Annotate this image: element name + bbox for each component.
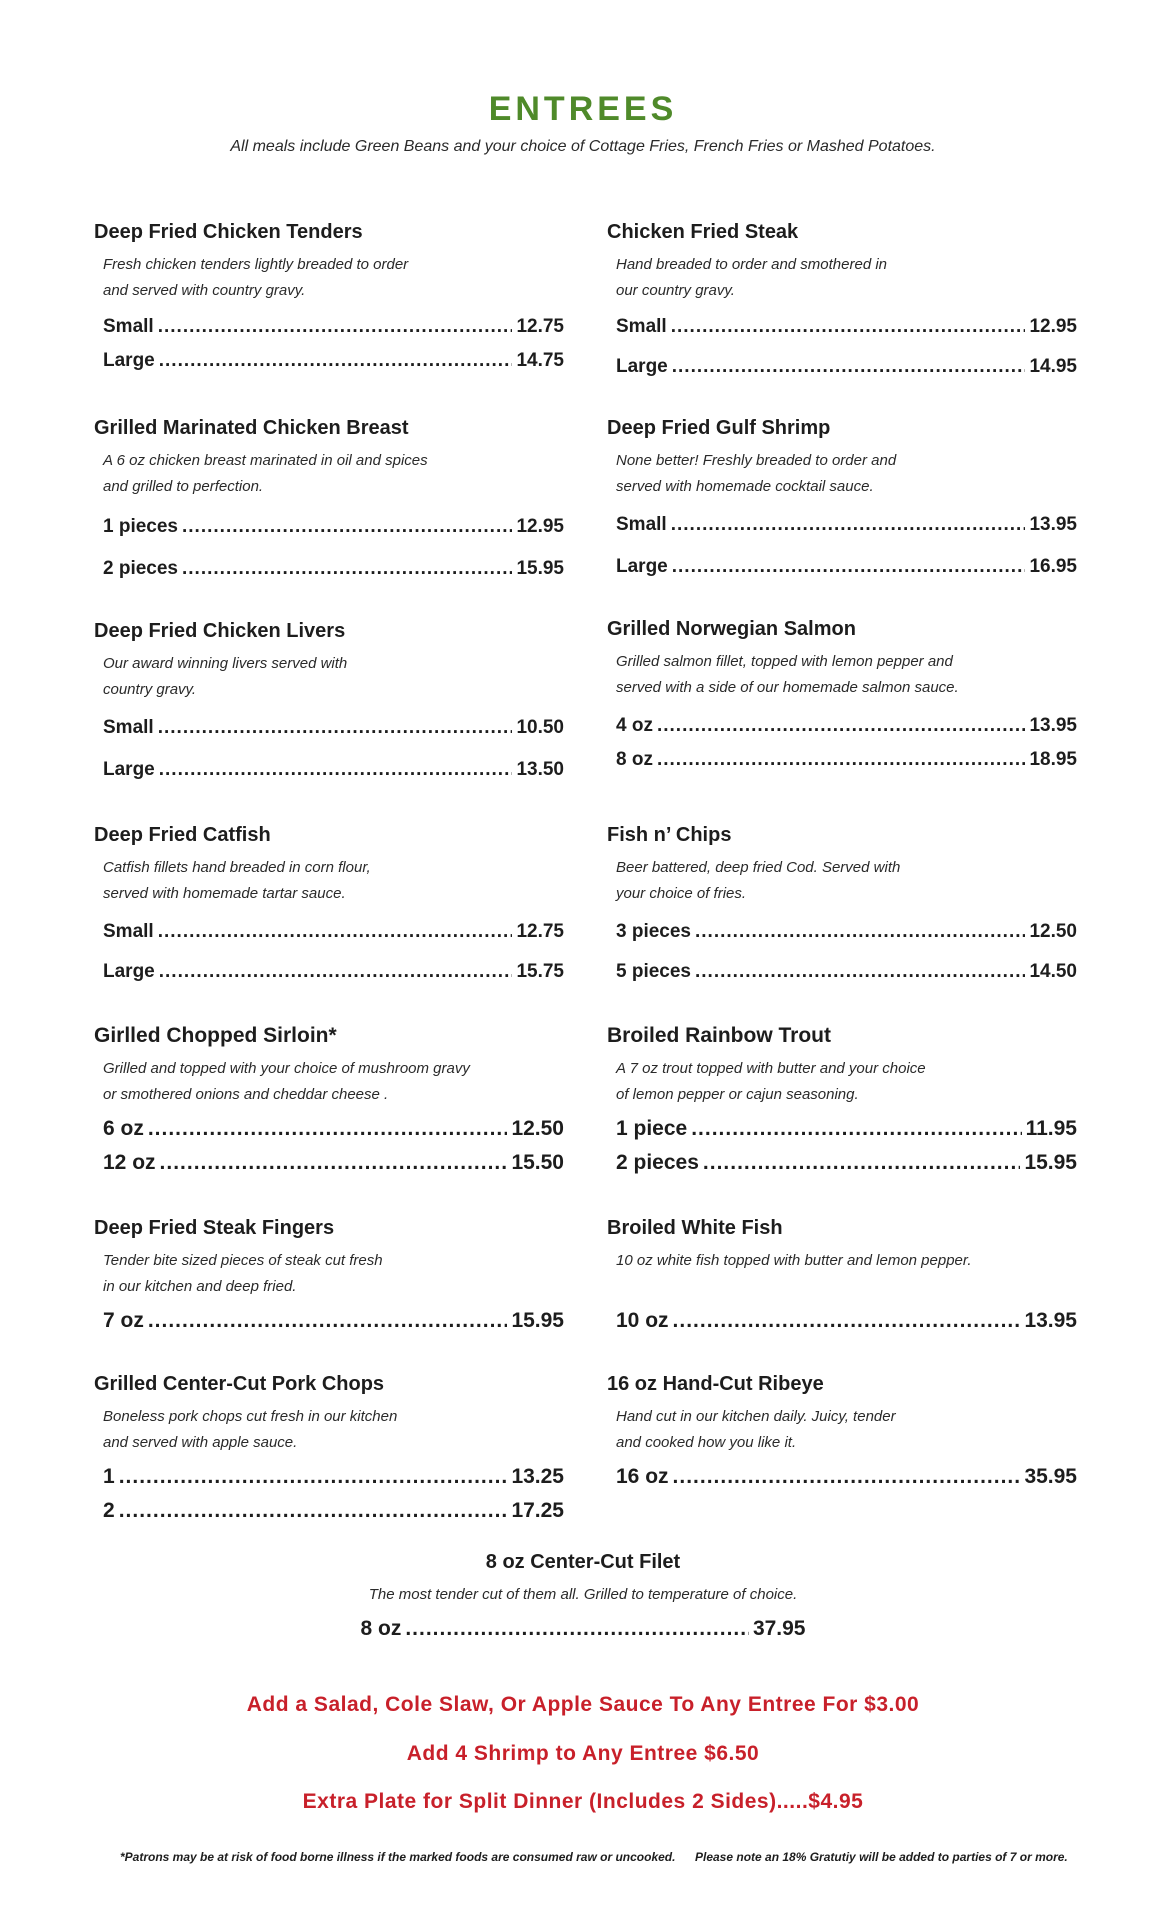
menu-item-chicken-livers xyxy=(94,617,564,787)
item-name: Chicken Fried Steak xyxy=(607,221,799,243)
price-row: 2 pieces ..... 15.95 xyxy=(103,552,564,586)
item-name: Grilled Norwegian Salmon xyxy=(607,618,856,640)
item-description: Hand breaded to order and smothered in our country gravy. xyxy=(616,256,888,299)
price-row: Small ..... 10.50 xyxy=(103,711,564,745)
price-row: 2 pieces ..... 15.95 xyxy=(616,1146,1077,1180)
item-name: Deep Fried Chicken Tenders xyxy=(94,221,363,243)
price-row: Small ..... 12.95 xyxy=(616,310,1077,344)
item-description: Our award winning livers served with country gravy. xyxy=(103,655,348,698)
item-description: Tender bite sized pieces of steak cut fresh in our kitchen and deep fried. xyxy=(103,1252,383,1295)
price-row: 10 oz ..... 13.95 xyxy=(616,1304,1077,1338)
item-description: A 7 oz trout topped with butter and your choice of lemon pepper or cajun seasoning. xyxy=(616,1060,926,1103)
menu-item-rainbow-trout xyxy=(607,1022,1077,1180)
menu-item-steak-fingers xyxy=(94,1214,564,1338)
price-row: 16 oz ..... 35.95 xyxy=(616,1460,1077,1494)
price-row: 8 oz ..... 37.95 xyxy=(361,1612,806,1646)
price-row: 6 oz ..... 12.50 xyxy=(103,1112,564,1146)
item-name: Deep Fried Chicken Livers xyxy=(94,620,346,642)
addon-shrimp-line: Add 4 Shrimp to Any Entree $6.50 xyxy=(406,1742,760,1765)
item-name: Fish n’ Chips xyxy=(607,824,732,846)
item-name: Deep Fried Gulf Shrimp xyxy=(607,417,831,439)
item-description: Grilled and topped with your choice of mushroom gravy or smothered onions and cheddar cheese . xyxy=(103,1060,470,1103)
menu-item-pork-chops xyxy=(94,1370,564,1528)
item-name: Grilled Marinated Chicken Breast xyxy=(94,417,409,439)
item-description: A 6 oz chicken breast marinated in oil and spices and grilled to perfection. xyxy=(103,452,428,495)
menu-item-chicken-fried-steak xyxy=(607,218,1077,384)
menu-item-chicken-tenders xyxy=(94,218,564,378)
menu-item-chicken-breast xyxy=(94,414,564,586)
item-description: The most tender cut of them all. Grilled to temperature of choice. xyxy=(368,1586,798,1603)
footnote-gratuity: Please note an 18% Gratutiy will be added to parties of 7 or more. xyxy=(695,1850,1068,1864)
item-name: 8 oz Center-Cut Filet xyxy=(485,1551,681,1573)
item-name: Broiled Rainbow Trout xyxy=(607,1024,831,1047)
price-row: 12 oz ..... 15.50 xyxy=(103,1146,564,1180)
page-title: ENTREES xyxy=(488,90,678,128)
price-row: 1 pieces ..... 12.95 xyxy=(103,510,564,544)
price-row: Large ..... 14.95 xyxy=(616,350,1077,384)
addon-extra-plate-line: Extra Plate for Split Dinner (Includes 2 Sides).....$4.95 xyxy=(302,1790,864,1813)
price-row: 7 oz ..... 15.95 xyxy=(103,1304,564,1338)
price-row: 5 pieces ..... 14.50 xyxy=(616,955,1077,989)
item-description: Hand cut in our kitchen daily. Juicy, tender and cooked how you like it. xyxy=(616,1408,896,1451)
menu-item-catfish xyxy=(94,821,564,989)
menu-item-center-cut-filet xyxy=(0,1548,1166,1646)
item-name: Girlled Chopped Sirloin* xyxy=(94,1024,337,1047)
menu-item-fish-n-chips xyxy=(607,821,1077,989)
item-name: Deep Fried Catfish xyxy=(94,824,271,846)
menu-item-gulf-shrimp xyxy=(607,414,1077,584)
menu-item-ribeye xyxy=(607,1370,1077,1494)
price-row: 4 oz ..... 13.95 xyxy=(616,709,1077,743)
price-row: Large ..... 14.75 xyxy=(103,344,564,378)
price-row: Large ..... 16.95 xyxy=(616,550,1077,584)
item-description: Beer battered, deep fried Cod. Served with your choice of fries. xyxy=(616,859,901,902)
item-description: Fresh chicken tenders lightly breaded to order and served with country gravy. xyxy=(103,256,409,299)
price-row: Large ..... 13.50 xyxy=(103,753,564,787)
page-subtitle: All meals include Green Beans and your choice of Cottage Fries, French Fries or Mashed Potatoes. xyxy=(230,138,936,155)
item-name: 16 oz Hand-Cut Ribeye xyxy=(607,1373,824,1395)
price-row: Small ..... 13.95 xyxy=(616,508,1077,542)
menu-item-norwegian-salmon xyxy=(607,615,1077,777)
item-name: Deep Fried Steak Fingers xyxy=(94,1217,335,1239)
price-row: Large ..... 15.75 xyxy=(103,955,564,989)
item-description: Catfish fillets hand breaded in corn flour, served with homemade tartar sauce. xyxy=(103,859,371,902)
item-description: Grilled salmon fillet, topped with lemon pepper and served with a side of our homemade salmon sauce. xyxy=(616,653,959,696)
item-description: None better! Freshly breaded to order and served with homemade cocktail sauce. xyxy=(616,452,897,495)
price-row: 1 piece ..... 11.95 xyxy=(616,1112,1077,1146)
menu-item-chopped-sirloin xyxy=(94,1022,564,1180)
addon-salad-line: Add a Salad, Cole Slaw, Or Apple Sauce To Any Entree For $3.00 xyxy=(246,1693,920,1716)
footnote-food-illness: *Patrons may be at risk of food borne illness if the marked foods are consumed raw or uncooked. xyxy=(120,1850,676,1864)
price-row: 8 oz ..... 18.95 xyxy=(616,743,1077,777)
price-row: Small ..... 12.75 xyxy=(103,915,564,949)
price-row: 1 ..... 13.25 xyxy=(103,1460,564,1494)
item-name: Broiled White Fish xyxy=(607,1217,783,1239)
item-name: Grilled Center-Cut Pork Chops xyxy=(94,1373,385,1395)
item-description: 10 oz white fish topped with butter and lemon pepper. xyxy=(616,1252,972,1269)
menu-item-white-fish xyxy=(607,1214,1077,1338)
price-row: 2 ..... 17.25 xyxy=(103,1494,564,1528)
price-row: 3 pieces ..... 12.50 xyxy=(616,915,1077,949)
item-description: Boneless pork chops cut fresh in our kitchen and served with apple sauce. xyxy=(103,1408,398,1451)
price-row: Small ..... 12.75 xyxy=(103,310,564,344)
